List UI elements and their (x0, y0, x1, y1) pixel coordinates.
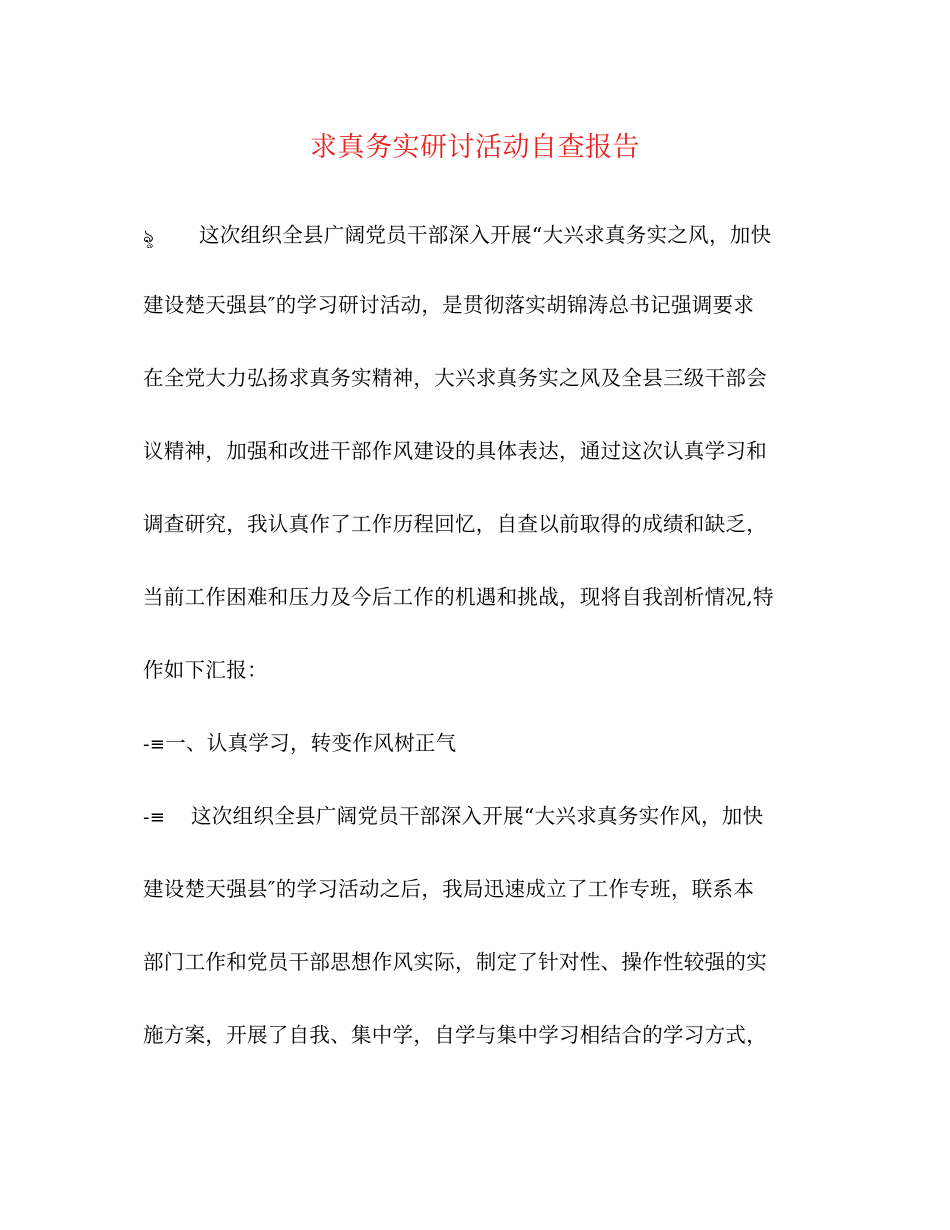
paragraph-marker-icon: -≡ (143, 807, 166, 828)
paragraph-text: 建设楚天强县″的学习研讨活动，是贯彻落实胡锦涛总书记强调要求 (143, 293, 755, 317)
paragraph-text: 当前工作困难和压力及今后工作的机遇和挑战，现将自我剖析情况,特 (143, 585, 774, 609)
paragraph-text: 建设楚天强县″的学习活动之后，我局迅速成立了工作专班，联系本 (143, 877, 755, 901)
paragraph-2-line-2 (143, 874, 823, 904)
paragraph-1-line-5 (143, 509, 823, 539)
paragraph-text: 这次组织全县广阔党员干部深入开展“大兴求真务实之风，加快 (199, 223, 772, 247)
paragraph-text: 作如下汇报： (143, 658, 268, 682)
paragraph-1-line-7 (143, 655, 823, 685)
paragraph-text: 施方案，开展了自我、集中学，自学与集中学习相结合的学习方式， (143, 1023, 767, 1047)
heading-marker-icon: -≡ (143, 734, 166, 755)
paragraph-text: 部门工作和党员干部思想作风实际，制定了针对性、操作性较强的实 (143, 950, 767, 974)
paragraph-1-line-1 (143, 220, 823, 252)
paragraph-text: 议精神，加强和改进干部作风建设的具体表达，通过这次认真学习和 (143, 439, 767, 463)
bullet-ornament-icon: ৡ (143, 226, 155, 247)
document-title: 求真务实研讨活动自查报告 (310, 132, 640, 163)
paragraph-2-line-3 (143, 947, 823, 977)
section-heading-text: 一、认真学习，转变作风树正气 (165, 731, 457, 755)
paragraph-1-line-2 (143, 290, 823, 320)
paragraph-text: 在全党大力弘扬求真务实精神，大兴求真务实之风及全县三级干部会 (143, 366, 767, 390)
paragraph-2-line-4 (143, 1020, 823, 1050)
paragraph-text: 调查研究，我认真作了工作历程回忆，自查以前取得的成绩和缺乏， (143, 512, 767, 536)
paragraph-1-line-3 (143, 363, 823, 393)
paragraph-text: 这次组织全县广阔党员干部深入开展“大兴求真务实作风，加快 (191, 804, 764, 828)
paragraph-1-line-4 (143, 436, 823, 466)
paragraph-1-line-6 (143, 582, 823, 612)
section-heading-1 (143, 728, 823, 760)
paragraph-2-line-1 (143, 801, 823, 833)
